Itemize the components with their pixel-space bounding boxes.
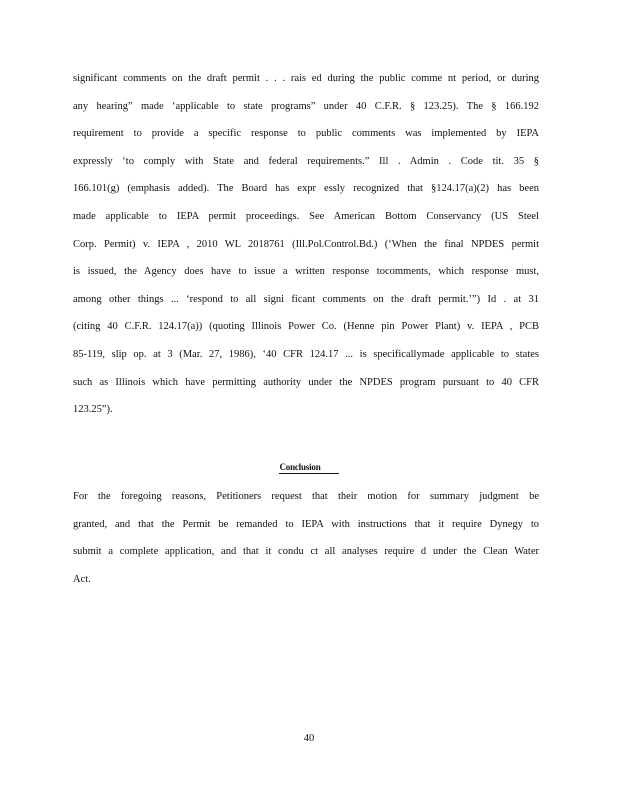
text-line: significant comments on the draft permit . . . rais ed during the public comme nt period, or during xyxy=(73,73,539,84)
text-line: Act. xyxy=(73,573,91,585)
text-line: requirement to provide a specific response to public comments was implemented by IEPA xyxy=(73,128,539,140)
text-line: granted, and that the Permit be remanded to IEPA with instructions that it require Dynegy to xyxy=(73,518,539,530)
text-line: 166.101(g) (emphasis added). The Board has expr essly recognized that §124.17(a)(2) has been xyxy=(73,183,539,195)
text-line: submit a complete application, and that it condu ct all analyses require d under the Clean Water xyxy=(73,546,539,558)
heading-text: Conclusion xyxy=(279,462,338,474)
text-line: is issued, the Agency does have to issue a written response tocomments, which response must, xyxy=(73,266,539,278)
text-line: Corp. Permit) v. IEPA , 2010 WL 2018761 (Ill.Pol.Control.Bd.) (‘When the final NPDES permit xyxy=(73,238,539,250)
text-line: 85-119, slip op. at 3 (Mar. 27, 1986), ‘40 CFR 124.17 ... is specificallymade applicable to states xyxy=(73,348,539,360)
text-line: (citing 40 C.F.R. 124.17(a)) (quoting Illinois Power Co. (Henne pin Power Plant) v. IEPA , PCB xyxy=(73,321,539,333)
text-line: among other things ... ‘respond to all signi ficant comments on the draft permit.’”) Id . at 31 xyxy=(73,293,539,305)
text-line: such as Illinois which have permitting authority under the NPDES program pursuant to 40 CFR xyxy=(73,376,539,388)
text-line: 123.25”). xyxy=(73,404,113,416)
text-line: any hearing” made ‘applicable to state programs” under 40 C.F.R. § 123.25). The § 166.192 xyxy=(73,100,539,112)
page-number: 40 xyxy=(303,733,315,744)
paragraph-conclusion xyxy=(73,483,539,593)
text-line: For the foregoing reasons, Petitioners request that their motion for summary judgment be xyxy=(73,491,539,502)
section-heading xyxy=(0,462,618,472)
text-line: made applicable to IEPA permit proceedings. See American Bottom Conservancy (US Steel xyxy=(73,210,539,222)
paragraph-argument xyxy=(73,65,539,424)
text-line: expressly ‘to comply with State and federal requirements.” Ill . Admin . Code tit. 35 § xyxy=(73,155,539,167)
